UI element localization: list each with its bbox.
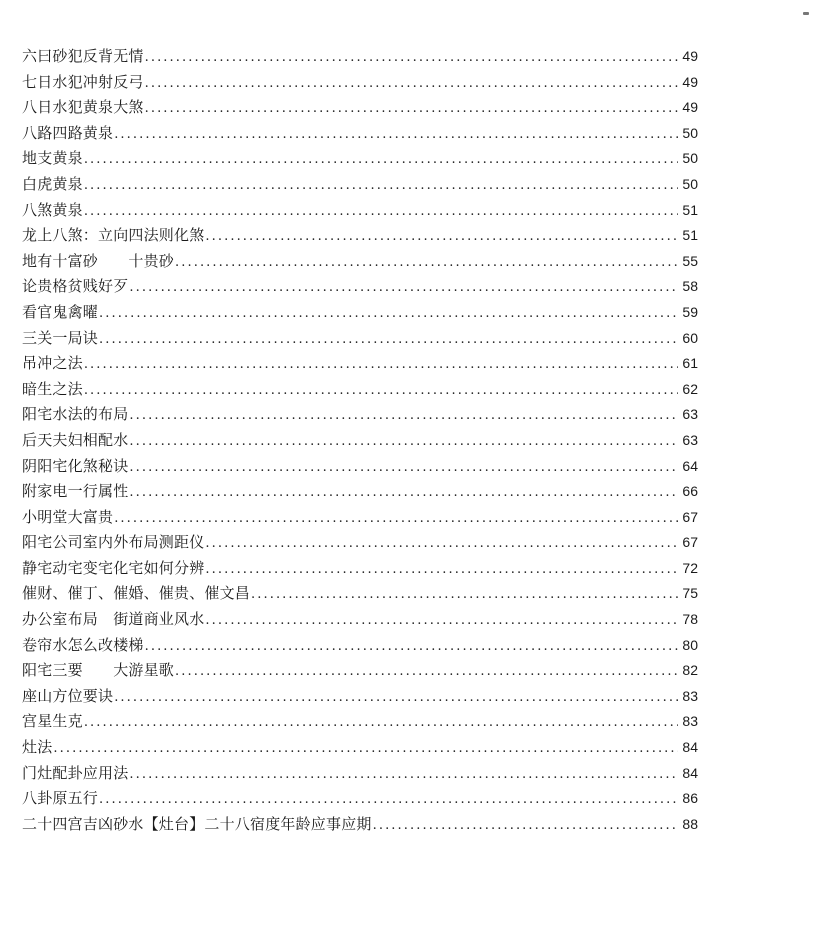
toc-entry-title: 催财、催丁、催婚、催贵、催文昌 (22, 584, 251, 603)
toc-entry-page-number: 55 (682, 252, 698, 269)
toc-dot-leader (84, 710, 678, 736)
toc-dot-leader (129, 762, 678, 788)
toc-dot-leader (129, 403, 678, 429)
toc-entry (22, 172, 698, 198)
toc-entry-title: 二十四宫吉凶砂水【灶台】二十八宿度年龄应事应期 (22, 814, 372, 833)
toc-entry-title: 灶法 (22, 738, 53, 757)
toc-entry (22, 530, 698, 556)
toc-entry (22, 581, 698, 607)
toc-entry-page-number: 63 (682, 431, 698, 448)
toc-entry-page-number: 78 (682, 611, 698, 628)
corner-scan-mark (803, 12, 809, 15)
toc-entry-page-number: 82 (682, 662, 698, 679)
toc-entry-title: 暗生之法 (22, 379, 83, 398)
toc-entry-page-number: 75 (682, 585, 698, 602)
toc-entry (22, 505, 698, 531)
toc-dot-leader (84, 199, 678, 225)
toc-entry-page-number: 84 (682, 764, 698, 781)
toc-entry-page-number: 64 (682, 457, 698, 474)
toc-entry-page-number: 59 (682, 303, 698, 320)
toc-entry (22, 607, 698, 633)
toc-entry-page-number: 83 (682, 687, 698, 704)
toc-entry-page-number: 62 (682, 380, 698, 397)
toc-entry (22, 326, 698, 352)
toc-entry (22, 377, 698, 403)
toc-entry (22, 684, 698, 710)
toc-entry-title: 三关一局诀 (22, 328, 99, 347)
toc-dot-leader (99, 787, 678, 813)
table-of-contents (22, 44, 698, 837)
toc-dot-leader (205, 608, 678, 634)
toc-entry (22, 658, 698, 684)
toc-dot-leader (175, 250, 678, 276)
toc-dot-leader (205, 531, 678, 557)
toc-entry (22, 351, 698, 377)
toc-entry (22, 223, 698, 249)
toc-entry (22, 556, 698, 582)
toc-entry-title: 阳宅公司室内外布局测距仪 (22, 533, 205, 552)
toc-entry-title: 七日水犯冲射反弓 (22, 72, 144, 91)
toc-entry-page-number: 50 (682, 124, 698, 141)
toc-entry-page-number: 80 (682, 636, 698, 653)
toc-entry-title: 静宅动宅变宅化宅如何分辨 (22, 558, 205, 577)
toc-entry-title: 座山方位要诀 (22, 686, 114, 705)
toc-dot-leader (99, 327, 678, 353)
toc-dot-leader (129, 480, 678, 506)
toc-dot-leader (129, 275, 678, 301)
toc-entry (22, 198, 698, 224)
toc-entry-title: 吊冲之法 (22, 354, 83, 373)
toc-dot-leader (205, 557, 678, 583)
toc-entry-title: 龙上八煞：立向四法则化煞 (22, 226, 205, 245)
toc-entry-page-number: 86 (682, 790, 698, 807)
toc-entry-title: 后天夫妇相配水 (22, 430, 129, 449)
toc-entry-page-number: 63 (682, 406, 698, 423)
toc-entry-title: 看官鬼禽曜 (22, 302, 99, 321)
toc-dot-leader (114, 685, 678, 711)
toc-entry-page-number: 72 (682, 559, 698, 576)
toc-entry-title: 六曰砂犯反背无情 (22, 47, 144, 65)
toc-entry (22, 300, 698, 326)
toc-entry (22, 633, 698, 659)
toc-entry-page-number: 50 (682, 150, 698, 167)
toc-entry-page-number: 51 (682, 227, 698, 244)
toc-entry-page-number: 49 (682, 48, 698, 64)
toc-entry (22, 812, 698, 838)
toc-entry-title: 八路四路黄泉 (22, 123, 114, 142)
toc-entry-title: 阳宅水法的布局 (22, 405, 129, 424)
toc-entry-title: 门灶配卦应用法 (22, 763, 129, 782)
toc-entry-page-number: 88 (682, 815, 698, 832)
toc-entry-page-number: 66 (682, 483, 698, 500)
toc-entry-title: 地有十富砂 十贵砂 (22, 251, 175, 270)
toc-dot-leader (84, 352, 678, 378)
toc-entry-title: 八日水犯黄泉大煞 (22, 98, 144, 117)
toc-dot-leader (84, 173, 678, 199)
toc-entry (22, 121, 698, 147)
toc-dot-leader (145, 45, 678, 71)
toc-entry-title: 附家电一行属性 (22, 482, 129, 501)
toc-dot-leader (145, 634, 678, 660)
toc-entry-title: 卷帘水怎么改楼梯 (22, 635, 144, 654)
toc-entry-title: 地支黄泉 (22, 149, 83, 168)
toc-entry (22, 735, 698, 761)
toc-entry (22, 428, 698, 454)
toc-dot-leader (205, 224, 678, 250)
toc-entry (22, 95, 698, 121)
toc-dot-leader (53, 736, 678, 762)
toc-entry-page-number: 50 (682, 175, 698, 192)
toc-dot-leader (145, 71, 678, 97)
toc-entry (22, 479, 698, 505)
toc-entry-page-number: 58 (682, 278, 698, 295)
toc-entry-title: 八卦原五行 (22, 789, 99, 808)
toc-entry-title: 阳宅三要 大游星歌 (22, 661, 175, 680)
toc-entry-title: 论贵格贫贱好歹 (22, 277, 129, 296)
toc-dot-leader (373, 813, 678, 839)
toc-entry-page-number: 61 (682, 355, 698, 372)
toc-dot-leader (145, 96, 678, 122)
toc-entry (22, 454, 698, 480)
toc-dot-leader (129, 455, 678, 481)
toc-dot-leader (129, 429, 678, 455)
toc-entry-page-number: 67 (682, 534, 698, 551)
toc-entry-page-number: 49 (682, 73, 698, 90)
toc-entry (22, 761, 698, 787)
toc-entry-page-number: 60 (682, 329, 698, 346)
toc-entry (22, 709, 698, 735)
toc-dot-leader (84, 378, 678, 404)
toc-entry-title: 小明堂大富贵 (22, 507, 114, 526)
toc-entry (22, 249, 698, 275)
toc-entry-title: 办公室布局 街道商业风水 (22, 610, 205, 629)
toc-entry (22, 786, 698, 812)
toc-dot-leader (114, 506, 678, 532)
toc-entry-page-number: 67 (682, 508, 698, 525)
toc-entry (22, 146, 698, 172)
toc-entry-page-number: 84 (682, 739, 698, 756)
toc-dot-leader (99, 301, 678, 327)
toc-entry-title: 宫星生克 (22, 712, 83, 731)
toc-dot-leader (251, 582, 678, 608)
toc-entry-title: 阴阳宅化煞秘诀 (22, 456, 129, 475)
toc-entry (22, 70, 698, 96)
toc-dot-leader (175, 659, 678, 685)
toc-entry (22, 402, 698, 428)
toc-entry (22, 44, 698, 70)
toc-entry-title: 白虎黄泉 (22, 174, 83, 193)
toc-entry-title: 八煞黄泉 (22, 200, 83, 219)
toc-dot-leader (84, 147, 678, 173)
toc-dot-leader (114, 122, 678, 148)
toc-entry-page-number: 83 (682, 713, 698, 730)
toc-entry-page-number: 49 (682, 99, 698, 116)
toc-entry (22, 274, 698, 300)
toc-entry-page-number: 51 (682, 201, 698, 218)
